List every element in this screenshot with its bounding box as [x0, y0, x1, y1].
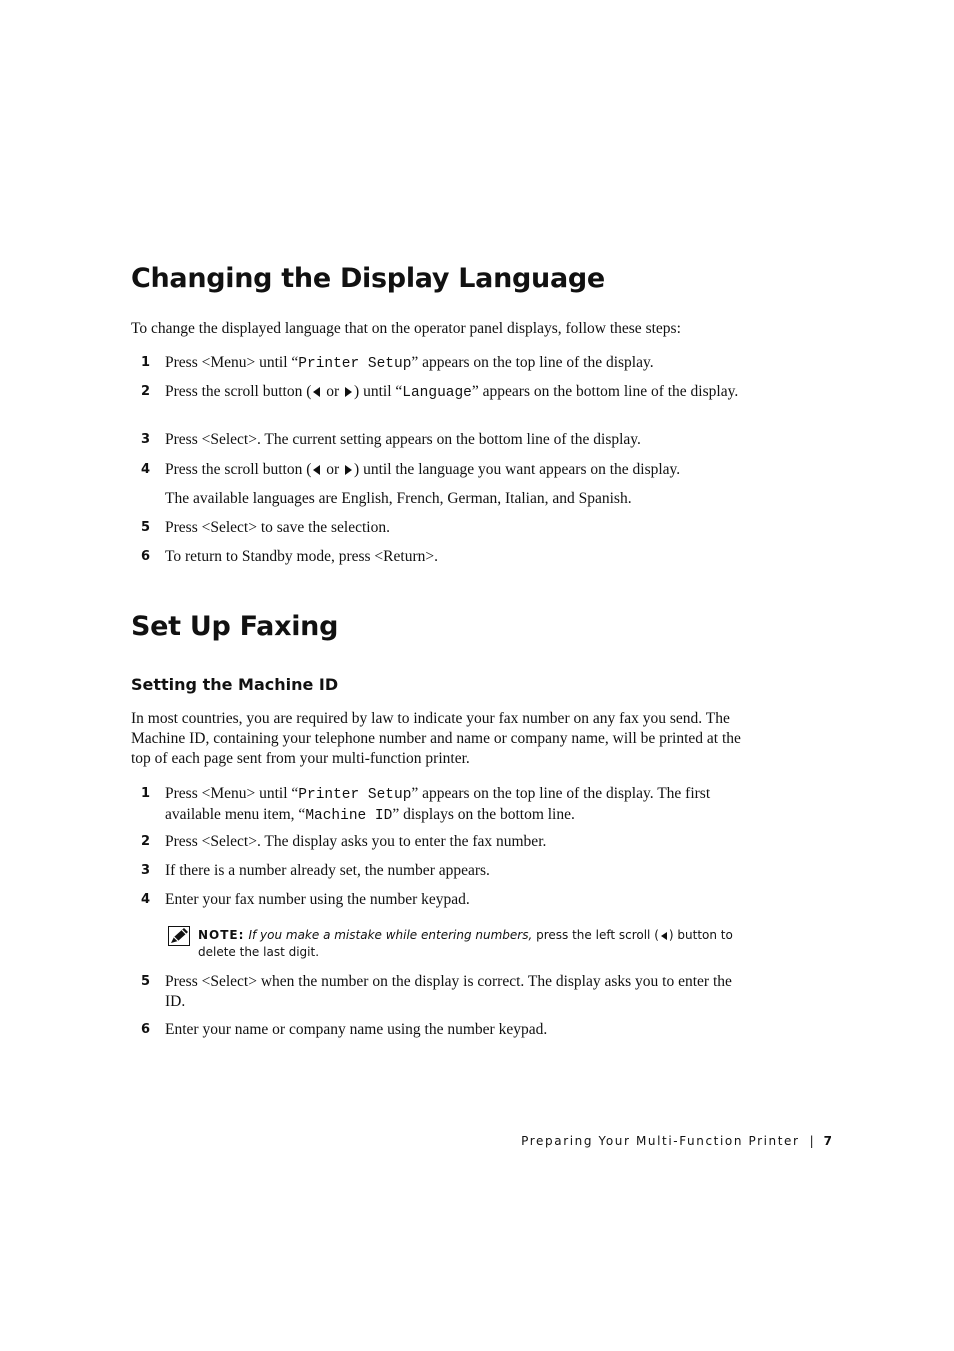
scroll-left-icon — [313, 465, 320, 475]
step-text: Press <Menu> until “Printer Setup” appears on the top line of the display. The first available menu item, “Machine ID” displays on the bottom line. — [165, 785, 711, 824]
intro-paragraph: In most countries, you are required by law to indicate your fax number on any fax you send. The Machine ID, containing your telephone number and name or company name, will be printed at the top of each page sent from your multi-function printer. — [131, 710, 741, 767]
scroll-left-icon — [661, 932, 667, 940]
step-number: 6 — [141, 1022, 151, 1037]
step-number: 5 — [141, 974, 151, 989]
note-callout: NOTE: If you make a mistake while entering numbers, press the left scroll ( ) button to delete the last digit. — [198, 928, 733, 959]
step-text: If there is a number already set, the number appears. — [165, 862, 490, 879]
scroll-left-icon — [313, 387, 320, 397]
step-number: 1 — [141, 355, 151, 370]
step-number: 3 — [141, 863, 151, 878]
note-label: NOTE: — [198, 928, 245, 942]
step-number: 4 — [141, 892, 151, 907]
page-footer — [521, 1133, 832, 1149]
step-text: Press the scroll button ( or ) until the language you want appears on the display. — [165, 461, 681, 478]
step-text: Press <Select> when the number on the display is correct. The display asks you to enter the ID. — [165, 973, 732, 1010]
subsection-title-machine-id: Setting the Machine ID — [131, 675, 339, 694]
step-text: Press <Menu> until “Printer Setup” appears on the top line of the display. — [165, 354, 654, 372]
code-printer-setup: Printer Setup — [298, 787, 412, 803]
step-number: 6 — [141, 549, 151, 564]
page-number: 7 — [823, 1134, 832, 1148]
step-text: Press <Select>. The display asks you to enter the fax number. — [165, 833, 547, 850]
code-machine-id: Machine ID — [305, 808, 393, 824]
footer-title: Preparing Your Multi-Function Printer — [521, 1134, 800, 1148]
code-language: Language — [402, 385, 472, 401]
intro-paragraph: To change the displayed language that on the operator panel displays, follow these steps: — [131, 320, 681, 337]
step-text: Press the scroll button ( or ) until “Language” appears on the bottom line of the display. — [165, 383, 739, 401]
scroll-right-icon — [345, 387, 352, 397]
step-text: Press <Select>. The current setting appears on the bottom line of the display. — [165, 431, 641, 448]
step-number: 2 — [141, 384, 151, 399]
step-number: 4 — [141, 462, 151, 477]
step-text: Enter your fax number using the number keypad. — [165, 891, 470, 908]
step-number: 3 — [141, 432, 151, 447]
step-number: 2 — [141, 834, 151, 849]
note-pencil-icon — [168, 926, 190, 946]
scroll-right-icon — [345, 465, 352, 475]
code-printer-setup: Printer Setup — [298, 356, 412, 372]
step-text: Press <Select> to save the selection. — [165, 519, 390, 536]
footer-separator: | — [809, 1134, 814, 1148]
step-number: 5 — [141, 520, 151, 535]
languages-note: The available languages are English, French, German, Italian, and Spanish. — [165, 490, 632, 507]
step-text: To return to Standby mode, press <Return>. — [165, 548, 438, 565]
section-title-set-up-faxing: Set Up Faxing — [131, 611, 339, 642]
note-italic-text: If you make a mistake while entering numbers, — [248, 928, 533, 942]
section-title-display-language: Changing the Display Language — [131, 263, 605, 294]
step-number: 1 — [141, 786, 151, 801]
step-text: Enter your name or company name using the number keypad. — [165, 1021, 548, 1038]
